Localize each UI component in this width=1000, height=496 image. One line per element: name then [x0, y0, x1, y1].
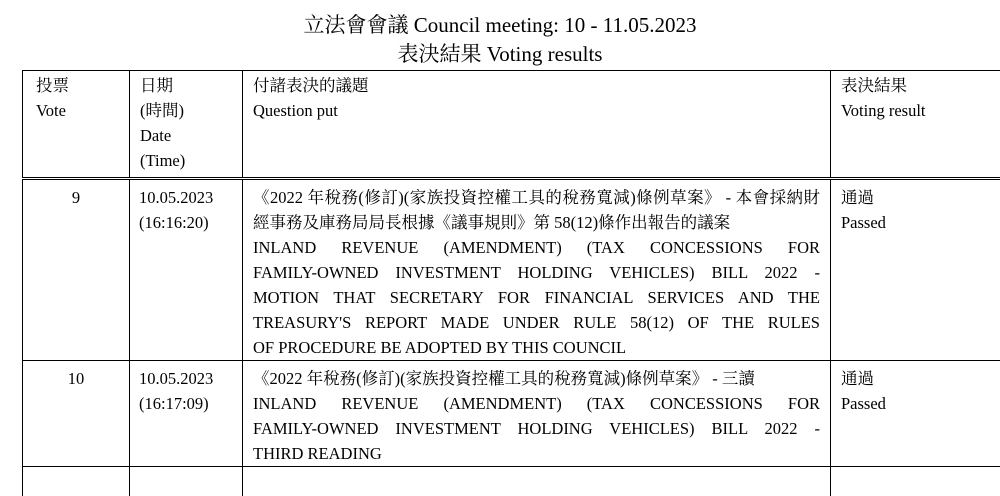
vote-datetime	[130, 361, 243, 467]
header-question-en: Question put	[253, 101, 338, 120]
vote-datetime	[130, 179, 243, 361]
header-vote-zh: 投票	[36, 76, 69, 95]
question-text-en-line: THIRD READING	[253, 444, 382, 463]
table-row	[23, 361, 1000, 467]
result-en: Passed	[841, 394, 886, 413]
header-result	[831, 71, 1000, 179]
question-text-en-line: OF PROCEDURE BE ADOPTED BY THIS COUNCIL	[253, 338, 627, 357]
vote-date: 10.05.2023	[139, 369, 214, 388]
vote-number	[23, 467, 130, 496]
header-vote-en: Vote	[36, 101, 66, 120]
question-text-en-line: TREASURY'S REPORT MADE UNDER RULE 58(12) OF THE RULES	[253, 313, 820, 332]
result-en: Passed	[841, 213, 886, 232]
header-result-en: Voting result	[841, 101, 926, 120]
document-title: 立法會會議 Council meeting: 10 - 11.05.2023	[303, 13, 697, 37]
question-text-en-line: INLAND REVENUE (AMENDMENT) (TAX CONCESSIONS FOR	[253, 238, 820, 257]
header-time-en: (Time)	[140, 151, 186, 170]
voting-result	[831, 467, 1000, 496]
header-date	[130, 71, 243, 179]
header-result-zh: 表決結果	[841, 76, 907, 95]
table-row	[23, 179, 1000, 361]
question-text-en-line: FAMILY-OWNED INVESTMENT HOLDING VEHICLES) BILL 2022 -	[253, 419, 820, 438]
vote-number: 10	[23, 361, 130, 467]
question-text-en-line: INLAND REVENUE (AMENDMENT) (TAX CONCESSIONS FOR	[253, 394, 820, 413]
header-question-zh: 付諸表決的議題	[253, 76, 369, 95]
question-text-en-line: FAMILY-OWNED INVESTMENT HOLDING VEHICLES) BILL 2022 -	[253, 263, 820, 282]
question-text-zh: 《2022 年稅務(修訂)(家族投資控權工具的稅務寬減)條例草案》 - 三讀	[253, 369, 755, 388]
header-vote	[23, 71, 130, 179]
question-text-zh: 《2022 年稅務(修訂)(家族投資控權工具的稅務寬減)條例草案》 - 本會採納財經事務及庫務局局長根據《議事規則》第 58(12)條作出報告的議案	[253, 188, 820, 232]
document-subtitle: 表決結果 Voting results	[397, 42, 603, 66]
table-row	[23, 467, 1000, 496]
voting-result	[831, 361, 1000, 467]
question-text-en-line: MOTION THAT SECRETARY FOR FINANCIAL SERVICES AND THE	[253, 288, 820, 307]
vote-date: 10.05.2023	[139, 188, 214, 207]
header-date-zh: 日期	[140, 76, 173, 95]
result-zh: 通過	[841, 369, 874, 388]
voting-result	[831, 179, 1000, 361]
voting-results-table	[22, 70, 1000, 496]
vote-time: (16:17:09)	[139, 394, 209, 413]
table-header-row	[23, 71, 1000, 179]
question-put	[243, 467, 831, 496]
header-date-en: Date	[140, 126, 172, 145]
header-time-zh: (時間)	[140, 101, 184, 120]
vote-time: (16:16:20)	[139, 213, 209, 232]
vote-datetime	[130, 467, 243, 496]
question-put	[243, 179, 831, 361]
result-zh: 通過	[841, 188, 874, 207]
question-put	[243, 361, 831, 467]
vote-number: 9	[23, 179, 130, 361]
header-question	[243, 71, 831, 179]
